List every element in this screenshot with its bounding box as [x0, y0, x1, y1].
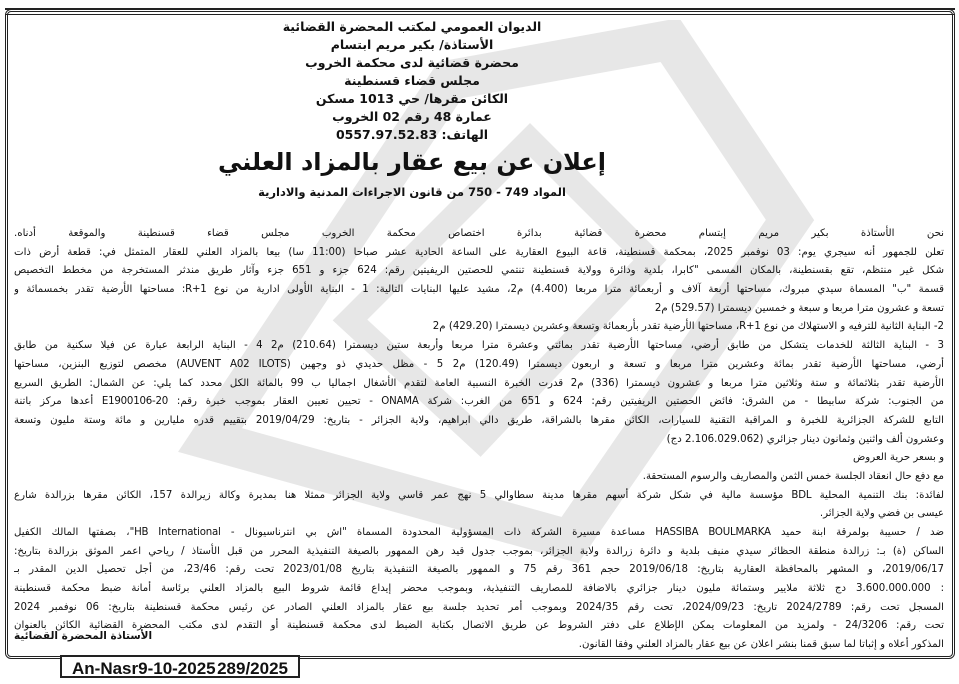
publication-footer: [60, 655, 300, 678]
publication-date: An-Nasr9-10-2025: [72, 659, 216, 678]
council-line: مجلس قضاء قسنطينة: [344, 73, 480, 88]
body-line: 3 - البناية الثالثة للخدمات يتشكل من طابق أرضي، مساحتها الأرضية تقدر بمائتي وعشرة مترا مربعا وأربعة ستين ديسمترا (210.64) م2 4 - البناية الرابعة عبارة عن فيلا سكنية من طابق: [14, 340, 944, 352]
body-line: نحن الأستاذة بكير مريم إبتسام محضرة قضائية بدائرة اختصاص محكمة الخروب مجلس قضاء قسنطينة والموقعة أدناه.: [14, 228, 944, 239]
reference-number: 289/2025: [217, 659, 288, 678]
body-line: الأرضية تقدر بثلاثمائة و ستة وثلاثين مترا مربعا و عشرون ديسمترا (336) م2 قدرت الخبرة النسبية العامة لتقدم الأشغال اجماليا ب 99 بالمائة الكل محدد كما يلي: عن الشمال: الطريق السريع: [14, 377, 944, 389]
signature: الأستاذة المحضرة القضائية: [14, 630, 153, 642]
body-line: و بسعر حرية العروض: [852, 452, 944, 464]
body-line: : 3.600.000.000 دج ثلاثة ملايير وستمائة مليون دينار جزائري بالاضافة للمصاريف التنفيذية، وبموجب محضر إيداع قائمة شروط البيع بالمزاد العلني برئاسة أمانة ضبط محكمة قسنطينة: [14, 583, 944, 595]
address-line-2: عمارة 48 رقم 02 الخروب: [332, 109, 492, 124]
body-line: 2019/06/17، و المشهر بالمحافظة العقارية بتاريخ: 2019/06/18 حجم 361 رقم 75 و الممهور بالصيغة التنفيذية بتاريخ 2023/01/08 تحت رقم: 23/46، من أجل تحصيل الدين المقدر بـ: [14, 564, 944, 576]
body-line: تعلن للجمهور أنه سيجري يوم: 03 نوفمبر 2025، بمحكمة قسنطينة، قاعة البيوع العقارية على الساعة الحادية عشر صباحا (11:00 سا) بيعا بالمزاد العلني للعقار المتمثل في: قطعة أرض ذات: [14, 246, 944, 258]
body-line: تسعة و عشرون مترا مربعا و سبعة و خمسين ديسمترا (529.57) م2: [654, 302, 944, 314]
body-line: المذكور أعلاه و إثباتا لما سبق قمنا بنشر اعلان عن بيع عقار بالمزاد العلني وفقا القانون.: [578, 639, 944, 651]
notice-title: إعلان عن بيع عقار بالمزاد العلني: [217, 148, 607, 176]
body-line: من الجنوب: شركة سابيطا - من الشرق: فائض الحصتين الريفيتين رقم: 624 و 651 من الغرب: شركة ONAMA - تحيين تعيين العقار بموجب خبرة رقم: E1900106-20 أعدها مركز باتنة: [14, 396, 944, 408]
body-line: أرضي، مساحتها الأرضية تقدر بمائة وعشرين مترا مربعا و تسعة و اربعون ديسمترا (120.49) م2 5 - مظل حديدي ذو وجهين (AUVENT A02 ILOTS) مخصص لتوزيع البنزين، مساحتها: [14, 358, 944, 370]
phone-line: الهاتف: 0557.97.52.83: [335, 127, 489, 142]
body-line: لفائدة: بنك التنمية المحلية BDL مؤسسة مالية في شكل شركة أسهم مقرها مدينة سطاوالي 5 نهج عمر قاسي ولاية الجزائر ممثلا هنا بمديرة وكالة زيرالدة 157، الكائن مقرها بزرالدة شارع: [14, 489, 944, 501]
body-line: الساكن (ة) بـ: زرالدة منطقة الحظائر سيدي منيف بلدية و دائرة زرالدة ولاية الجزائر، بموجب جدول قيد رهن الممهور بالصيغة التنفيذية المحرر من قبل الأستاذ / رياحي اعمر الموثق بزرالدة بتاريخ:: [14, 545, 944, 557]
office-name: الديوان العمومي لمكتب المحضرة القضائية: [282, 19, 542, 34]
body-line: مع دفع حال انعقاد الجلسة خمس الثمن والمصاريف والرسوم المستحقة.: [642, 470, 944, 482]
body-line: تحت رقم: 24/3206 - ولمزيد من المعلومات يمكن الإطلاع على دفتر الشروط عن طريق الاتصال بكتابة الضبط لدى محكمة قسنطينة أو التقدم لدى مكتب المحضرة القضائية الكائن بالعنوان: [14, 620, 944, 632]
address-line-1: الكائن مقرها/ حي 1013 مسكن: [315, 91, 509, 106]
body-line: 2- البناية الثانية للترفيه و الاستهلاك من نوع R+1، مساحتها الأرضية تقدر بأربعمائة وتسعة وعشرين ديسمترا (429.20) م2: [432, 321, 944, 333]
body-line: التابع للشركة الجزائرية للخبرة و المراقبة التقنية للسيارات، الكائن مقرها بالشراقة، طريق دالي ابراهيم، ولاية الجزائر - بتاريخ: 2019/04/29 بتقييم قدره مليارين و مائة وستة مليون وتسعة: [14, 414, 944, 426]
body-line: شكل غير منتظم، تقع بقسنطينة، بالمكان المسمى "كابرا، بلدية ودائرة وولاية قسنطينة تنتمي للحصتين الريفيتين رقم: 624 جزء و 651 جزء وآثار طريق مندثر المستخرجة من مخطط التخصيص: [14, 265, 944, 277]
notice-body: [14, 225, 944, 655]
body-line: المسجل تحت رقم: 2024/2789 تاريخ: 2024/09/23، تحت رقم 2024/35 وبموجب أمر تحديد جلسة بيع عقار بالمزاد العلني الصادر عن رئيس محكمة قسنطينة بتاريخ: 06 نوفمبر 2024: [14, 601, 944, 613]
body-line: وعشرون ألف واثنين وثمانون دينار جزائري (2.106.029.062 دج): [666, 433, 944, 445]
notice-subtitle: المواد 749 - 750 من قانون الاجراءات المدنية والادارية: [258, 185, 566, 199]
body-line: قسمة "ب" المسماة سيدي مبروك، مساحتها أربعة آلاف و أربعمائة مترا مربعا (4.400) م2، مشيد عليها البنايات التالية: 1 - البناية الأولى ادارية من نوع R+1: مساحتها الأرضية تقدر بخمسمائة و: [14, 284, 944, 296]
court-line: محضرة قضائية لدى محكمة الخروب: [305, 55, 519, 70]
body-line: ضد / حسيبة بولمرقة ابنة حميد HASSIBA BOULMARKA مساعدة مسيرة الشركة ذات المسؤولية المحدودة المسماة "اش بي انترناسيونال - HB International"، بصفتها المالك الكفيل: [14, 527, 944, 538]
bailiff-name: الأستاذة/ بكير مريم ابتسام: [330, 37, 494, 52]
body-line: عيسى بن فضي ولاية الجزائر.: [819, 508, 944, 520]
